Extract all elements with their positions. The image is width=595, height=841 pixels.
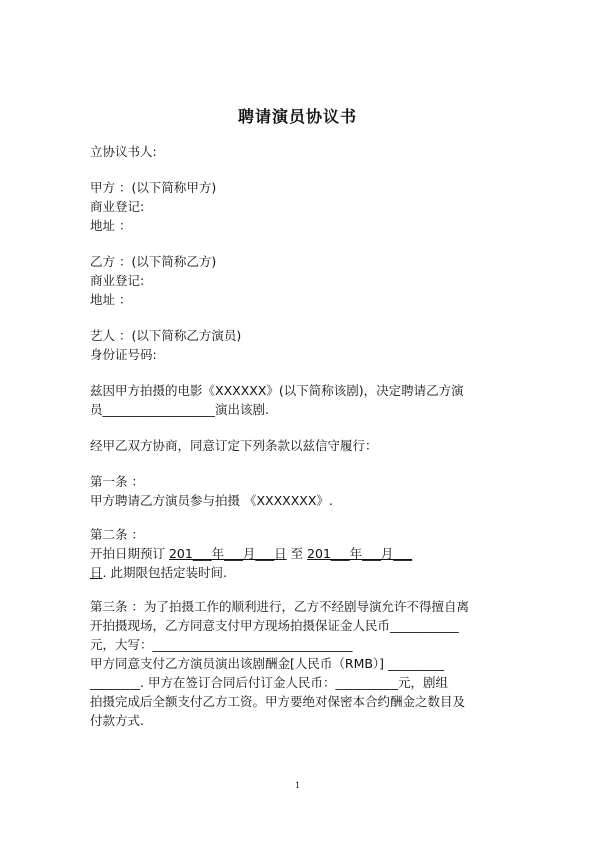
- intro-text: 立协议书人:: [90, 144, 157, 159]
- article-2-heading: 第二条 ：: [90, 527, 144, 542]
- preamble-paragraph: [90, 381, 510, 419]
- article-2-end-date: 201___年___月___: [307, 546, 413, 561]
- party-b-registration: 商业登记:: [90, 273, 145, 288]
- party-b-address: 地址 ：: [90, 292, 132, 307]
- article-2-start-date: 201___年___月___日: [168, 546, 287, 561]
- party-b-block: [90, 252, 510, 309]
- party-b-name: 乙方 ：(以下简称乙方): [90, 254, 217, 269]
- article-3-line-1: 第三条 ：为了拍摄工作的顺利进行，乙方不经剧导演允许不得擅自离: [90, 599, 469, 614]
- artist-block: [90, 326, 510, 364]
- article-1-heading: 第一条 ：: [90, 474, 144, 489]
- article-2-line-2: [90, 563, 510, 582]
- document-title: 聘请演员协议书: [237, 107, 357, 126]
- article-2-date-prefix: 开拍日期预订: [90, 546, 169, 561]
- article-3: [90, 597, 510, 730]
- party-a-address: 地址 ：: [90, 218, 132, 233]
- party-a-block: [90, 178, 510, 235]
- article-1: [90, 472, 510, 510]
- article-3-line-2: 开拍摄现场，乙方同意支付甲方现场拍摄保证金人民币___________: [90, 618, 459, 633]
- article-2-end-day: 日: [90, 565, 103, 580]
- preamble-line-1: 兹因甲方拍摄的电影《XXXXXX》(以下简称该剧)，决定聘请乙方演: [90, 383, 464, 398]
- article-2: [90, 525, 510, 582]
- artist-name: 艺人 ：(以下简称乙方演员): [90, 328, 242, 343]
- party-a-name: 甲方 ：(以下简称甲方): [90, 180, 217, 195]
- article-1-text: 甲方聘请乙方演员参与拍摄 《XXXXXXX》.: [90, 493, 333, 508]
- agreement-paragraph: [90, 436, 510, 455]
- article-2-date-separator: 至: [286, 546, 308, 561]
- article-3-line-6: 拍摄完成后全额支付乙方工资。甲方要绝对保密本合约酬金之数目及: [90, 694, 466, 709]
- article-2-period-note: . 此期限包括定装时间.: [102, 565, 227, 580]
- article-3-line-5: ________. 甲方在签订合同后付订金人民币：__________元，剧组: [90, 675, 448, 690]
- article-3-line-4: 甲方同意支付乙方演员演出该剧酬金[人民币（RMB）] _________: [90, 656, 445, 671]
- article-2-line-1: [90, 544, 510, 563]
- preamble-line-2: 员__________________演出该剧.: [90, 402, 269, 417]
- agreement-text: 经甲乙双方协商，同意订定下列条款以兹信守履行：: [90, 438, 378, 453]
- article-3-line-7: 付款方式.: [90, 713, 144, 728]
- article-3-line-3: 元，大写：________________________________: [90, 637, 353, 652]
- artist-id-number: 身份证号码:: [90, 347, 157, 362]
- page-number: 1: [294, 781, 301, 790]
- party-a-registration: 商业登记:: [90, 199, 145, 214]
- intro-paragraph: [90, 142, 510, 161]
